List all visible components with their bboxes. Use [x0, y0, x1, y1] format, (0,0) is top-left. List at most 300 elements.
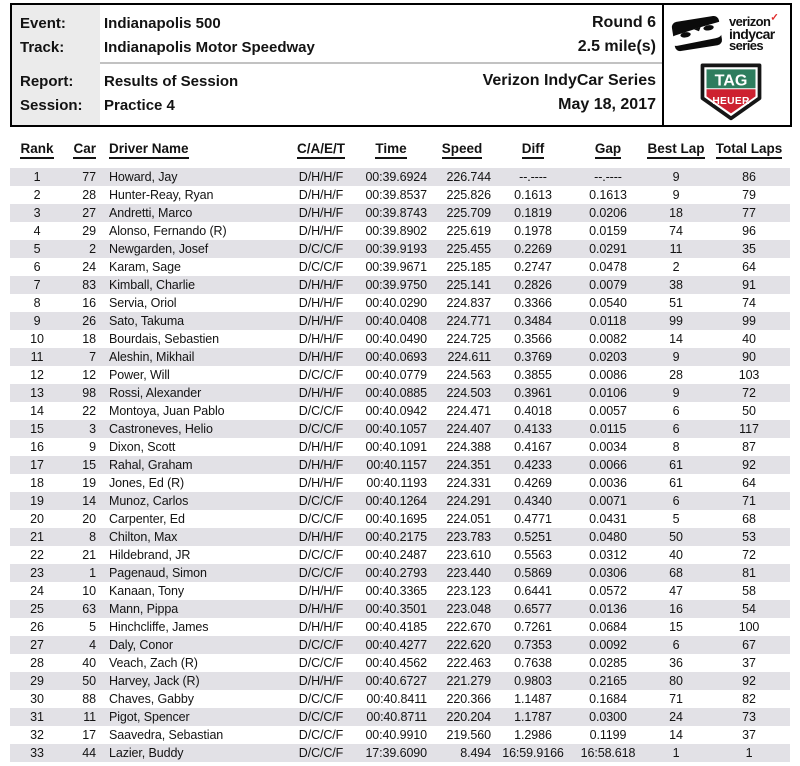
table-row [10, 312, 790, 330]
cell-driver-name: Pagenaud, Simon [109, 566, 207, 580]
column-header-caet: C/A/E/T [290, 138, 352, 168]
cell-rank: 20 [30, 512, 44, 526]
cell-time: 00:39.8902 [365, 224, 427, 238]
table-row [10, 294, 790, 312]
column-header-best-lap: Best Lap [644, 138, 708, 168]
cell-total-laps: 96 [742, 224, 756, 238]
table-row [10, 492, 790, 510]
cell-speed: 222.670 [446, 620, 491, 634]
cell-diff: 0.3961 [514, 386, 552, 400]
cell-total-laps: 86 [742, 170, 756, 184]
cell-gap: 0.0034 [589, 440, 627, 454]
column-header-gap: Gap [572, 138, 644, 168]
cell-gap: 0.0684 [589, 620, 627, 634]
cell-total-laps: 71 [742, 494, 756, 508]
cell-diff: 0.4269 [514, 476, 552, 490]
cell-best-lap: 61 [669, 458, 683, 472]
cell-driver-name: Dixon, Scott [109, 440, 176, 454]
table-row [10, 528, 790, 546]
cell-time: 00:39.8537 [365, 188, 427, 202]
cell-gap: 0.1684 [589, 692, 627, 706]
cell-best-lap: 9 [672, 170, 680, 184]
cell-total-laps: 64 [742, 476, 756, 490]
table-row [10, 582, 790, 600]
cell-car: 3 [89, 422, 96, 436]
table-row [10, 384, 790, 402]
cell-total-laps: 91 [742, 278, 756, 292]
cell-diff: 0.3855 [514, 368, 552, 382]
cell-gap: 0.0291 [589, 242, 627, 256]
column-header-time: Time [352, 138, 430, 168]
cell-time: 00:40.1193 [366, 476, 427, 490]
cell-car: 5 [89, 620, 96, 634]
cell-diff: 0.3484 [514, 314, 552, 328]
table-row [10, 474, 790, 492]
cell-caet: D/H/H/F [298, 440, 344, 454]
cell-speed: 224.471 [446, 404, 491, 418]
cell-car: 12 [82, 368, 96, 382]
cell-driver-name: Lazier, Buddy [109, 746, 184, 760]
cell-gap: 0.0572 [589, 584, 627, 598]
cell-car: 14 [82, 494, 96, 508]
cell-car: 2 [89, 242, 96, 256]
cell-speed: 224.611 [447, 350, 491, 364]
cell-caet: D/C/C/F [298, 746, 344, 760]
cell-rank: 1 [33, 170, 41, 184]
date-value: May 18, 2017 [558, 96, 656, 113]
cell-time: 00:40.0290 [365, 296, 427, 310]
cell-rank: 8 [33, 296, 41, 310]
cell-gap: 0.0082 [589, 332, 627, 346]
cell-total-laps: 73 [742, 710, 756, 724]
cell-speed: 222.620 [446, 638, 491, 652]
cell-diff: 0.4233 [514, 458, 552, 472]
cell-time: 00:40.1057 [365, 422, 427, 436]
tag-text: TAG [714, 71, 748, 90]
cell-diff: 0.4167 [514, 440, 552, 454]
cell-caet: D/C/C/F [298, 548, 344, 562]
cell-car: 63 [82, 602, 96, 616]
cell-rank: 22 [30, 548, 44, 562]
cell-caet: D/C/C/F [298, 494, 344, 508]
cell-time: 00:40.0490 [365, 332, 427, 346]
event-label: Event: [20, 14, 66, 32]
cell-caet: D/H/H/F [298, 674, 344, 688]
cell-time: 00:40.0885 [365, 386, 427, 400]
cell-driver-name: Rahal, Graham [109, 458, 193, 472]
cell-diff: 0.1613 [514, 188, 552, 202]
cell-rank: 16 [30, 440, 44, 454]
table-row [10, 366, 790, 384]
cell-driver-name: Newgarden, Josef [109, 242, 209, 256]
cell-car: 28 [82, 188, 96, 202]
cell-car: 8 [89, 530, 96, 544]
cell-diff: 0.7638 [514, 656, 552, 670]
cell-time: 17:39.6090 [365, 746, 427, 760]
cell-diff: 0.6577 [514, 602, 552, 616]
cell-diff: 16:59.9166 [502, 746, 564, 760]
cell-driver-name: Bourdais, Sebastien [109, 332, 219, 346]
cell-total-laps: 81 [742, 566, 756, 580]
table-row [10, 726, 790, 744]
cell-speed: 223.048 [446, 602, 491, 616]
column-header-speed: Speed [430, 138, 494, 168]
cell-total-laps: 92 [742, 458, 756, 472]
cell-rank: 25 [30, 602, 44, 616]
cell-rank: 13 [30, 386, 44, 400]
indycar-wordmark [729, 12, 779, 53]
cell-gap: 0.0079 [589, 278, 627, 292]
column-header-total-laps: Total Laps [708, 138, 790, 168]
cell-driver-name: Munoz, Carlos [109, 494, 189, 508]
cell-best-lap: 9 [672, 350, 680, 364]
cell-rank: 10 [30, 332, 44, 346]
cell-rank: 31 [30, 710, 44, 724]
cell-speed: 225.455 [446, 242, 491, 256]
cell-total-laps: 37 [742, 728, 756, 742]
cell-diff: 0.4340 [514, 494, 552, 508]
cell-gap: 0.0206 [589, 206, 627, 220]
verizon-word: verizon [729, 14, 771, 29]
cell-best-lap: 61 [669, 476, 683, 490]
cell-diff: 0.2747 [514, 260, 552, 274]
cell-best-lap: 40 [669, 548, 683, 562]
cell-car: 11 [83, 710, 96, 724]
cell-time: 00:40.6727 [365, 674, 427, 688]
table-row [10, 258, 790, 276]
cell-car: 24 [82, 260, 96, 274]
event-value: Indianapolis 500 [104, 14, 221, 32]
cell-total-laps: 87 [742, 440, 756, 454]
cell-best-lap: 38 [669, 278, 683, 292]
cell-diff: 0.2826 [514, 278, 552, 292]
cell-time: 00:40.0693 [365, 350, 427, 364]
event-row [20, 11, 656, 35]
cell-gap: 0.0086 [589, 368, 627, 382]
cell-driver-name: Montoya, Juan Pablo [109, 404, 225, 418]
cell-diff: 0.5869 [514, 566, 552, 580]
cell-time: 00:40.8711 [366, 710, 427, 724]
cell-gap: 16:58.618 [580, 746, 636, 760]
cell-diff: 0.9803 [514, 674, 552, 688]
cell-driver-name: Howard, Jay [109, 170, 178, 184]
cell-speed: 225.141 [446, 278, 491, 292]
cell-caet: D/H/H/F [298, 170, 344, 184]
cell-driver-name: Kimball, Charlie [109, 278, 195, 292]
cell-speed: 224.837 [446, 296, 491, 310]
cell-best-lap: 51 [669, 296, 683, 310]
cell-rank: 11 [30, 350, 44, 364]
cell-car: 40 [82, 656, 96, 670]
cell-gap: 0.1613 [589, 188, 627, 202]
cell-speed: 224.503 [446, 386, 491, 400]
cell-diff: 0.2269 [514, 242, 552, 256]
cell-driver-name: Castroneves, Helio [109, 422, 213, 436]
cell-car: 15 [82, 458, 96, 472]
cell-caet: D/H/H/F [298, 476, 344, 490]
cell-gap: 0.0300 [589, 710, 627, 724]
cell-car: 20 [82, 512, 96, 526]
cell-best-lap: 80 [669, 674, 683, 688]
cell-best-lap: 1 [672, 746, 680, 760]
cell-caet: D/H/H/F [298, 386, 344, 400]
header-row-divider [100, 62, 662, 64]
cell-rank: 15 [30, 422, 44, 436]
table-row [10, 330, 790, 348]
cell-speed: 224.331 [446, 476, 491, 490]
cell-gap: 0.0066 [589, 458, 627, 472]
cell-best-lap: 6 [672, 638, 680, 652]
cell-best-lap: 24 [669, 710, 683, 724]
cell-caet: D/H/H/F [298, 188, 344, 202]
cell-speed: 224.563 [446, 368, 491, 382]
cell-rank: 7 [33, 278, 41, 292]
cell-total-laps: 50 [742, 404, 756, 418]
cell-rank: 24 [30, 584, 44, 598]
cell-caet: D/C/C/F [298, 404, 344, 418]
cell-speed: 224.351 [446, 458, 491, 472]
table-row [10, 168, 790, 186]
cell-rank: 19 [30, 494, 44, 508]
cell-rank: 5 [33, 242, 41, 256]
cell-diff: 0.1978 [514, 224, 552, 238]
table-row [10, 222, 790, 240]
table-row [10, 402, 790, 420]
cell-driver-name: Carpenter, Ed [109, 512, 185, 526]
cell-rank: 21 [30, 530, 44, 544]
cell-gap: 0.0118 [589, 314, 627, 328]
table-row [10, 744, 790, 762]
cell-time: 00:40.2175 [365, 530, 427, 544]
cell-total-laps: 58 [742, 584, 756, 598]
cell-speed: 220.366 [446, 692, 491, 706]
cell-caet: D/H/H/F [298, 332, 344, 346]
cell-diff: 0.5563 [514, 548, 552, 562]
cell-rank: 26 [30, 620, 44, 634]
cell-time: 00:40.0942 [365, 404, 427, 418]
cell-speed: 224.771 [446, 314, 491, 328]
cell-car: 10 [82, 584, 96, 598]
cell-gap: 0.0203 [589, 350, 627, 364]
logo-area [664, 5, 792, 125]
cell-car: 29 [82, 224, 96, 238]
cell-gap: 0.0057 [589, 404, 627, 418]
cell-rank: 33 [30, 746, 44, 760]
cell-speed: 224.291 [446, 494, 491, 508]
cell-caet: D/H/H/F [298, 458, 344, 472]
track-label: Track: [20, 38, 65, 56]
cell-caet: D/H/H/F [298, 602, 344, 616]
table-row [10, 420, 790, 438]
indycar-car-icon [668, 14, 726, 54]
column-header-car: Car [64, 138, 100, 168]
cell-car: 98 [82, 386, 96, 400]
cell-car: 9 [89, 440, 96, 454]
cell-rank: 9 [33, 314, 41, 328]
cell-total-laps: 64 [742, 260, 756, 274]
cell-gap: 0.0115 [589, 422, 627, 436]
cell-rank: 6 [33, 260, 41, 274]
cell-driver-name: Chilton, Max [109, 530, 178, 544]
cell-best-lap: 28 [669, 368, 683, 382]
cell-time: 00:40.1695 [365, 512, 427, 526]
cell-driver-name: Hildebrand, JR [109, 548, 191, 562]
cell-time: 00:39.9193 [365, 242, 427, 256]
cell-driver-name: Saavedra, Sebastian [109, 728, 224, 742]
cell-time: 00:40.2487 [365, 548, 427, 562]
cell-diff: 0.3366 [514, 296, 552, 310]
tag-heuer-logo [700, 60, 762, 124]
table-header-row [10, 138, 790, 168]
cell-driver-name: Sato, Takuma [109, 314, 185, 328]
cell-best-lap: 9 [672, 386, 680, 400]
cell-time: 00:39.6924 [365, 170, 427, 184]
cell-driver-name: Mann, Pippa [109, 602, 179, 616]
cell-best-lap: 68 [669, 566, 683, 580]
cell-diff: 0.4771 [514, 512, 552, 526]
cell-best-lap: 14 [669, 728, 683, 742]
cell-diff: 0.6441 [514, 584, 552, 598]
cell-total-laps: 90 [742, 350, 756, 364]
table-row [10, 348, 790, 366]
cell-best-lap: 71 [669, 692, 683, 706]
cell-best-lap: 6 [672, 494, 680, 508]
cell-car: 22 [82, 404, 96, 418]
cell-rank: 32 [30, 728, 44, 742]
cell-driver-name: Aleshin, Mikhail [109, 350, 195, 364]
report-row [20, 69, 656, 93]
cell-driver-name: Power, Will [109, 368, 170, 382]
cell-total-laps: 103 [738, 368, 760, 382]
cell-gap: 0.0285 [589, 656, 627, 670]
table-row [10, 276, 790, 294]
report-value: Results of Session [104, 72, 239, 90]
cell-total-laps: 35 [742, 242, 756, 256]
results-table [10, 138, 790, 762]
round-value: Round 6 [592, 14, 656, 31]
cell-rank: 29 [30, 674, 44, 688]
cell-driver-name: Andretti, Marco [109, 206, 193, 220]
cell-time: 00:40.2793 [365, 566, 427, 580]
cell-gap: 0.0071 [589, 494, 627, 508]
table-row [10, 564, 790, 582]
cell-time: 00:40.3365 [365, 584, 427, 598]
cell-speed: 8.494 [460, 746, 491, 760]
cell-speed: 223.440 [446, 566, 491, 580]
cell-total-laps: 99 [742, 314, 756, 328]
cell-driver-name: Hinchcliffe, James [109, 620, 209, 634]
heuer-text: HEUER [712, 95, 750, 107]
verizon-check-icon: ✓ [770, 12, 779, 24]
cell-total-laps: 77 [742, 206, 756, 220]
cell-speed: 219.560 [446, 728, 491, 742]
cell-caet: D/H/H/F [298, 314, 344, 328]
cell-total-laps: 72 [742, 386, 756, 400]
cell-caet: D/C/C/F [298, 656, 344, 670]
cell-caet: D/C/C/F [298, 728, 344, 742]
cell-speed: 226.744 [446, 170, 491, 184]
session-info-header [10, 3, 792, 127]
cell-diff: 0.1819 [514, 206, 552, 220]
cell-caet: D/C/C/F [298, 242, 344, 256]
cell-best-lap: 11 [669, 242, 683, 256]
cell-car: 18 [82, 332, 96, 346]
cell-speed: 224.725 [446, 332, 491, 346]
table-row [10, 186, 790, 204]
cell-time: 00:40.4185 [365, 620, 427, 634]
cell-speed: 221.279 [446, 674, 491, 688]
cell-best-lap: 6 [672, 422, 680, 436]
cell-car: 1 [89, 566, 96, 580]
cell-total-laps: 72 [742, 548, 756, 562]
session-label: Session: [20, 96, 83, 114]
cell-speed: 224.388 [446, 440, 491, 454]
cell-speed: 225.619 [446, 224, 491, 238]
cell-driver-name: Servia, Oriol [109, 296, 177, 310]
cell-car: 26 [82, 314, 96, 328]
cell-rank: 23 [30, 566, 44, 580]
cell-total-laps: 67 [742, 638, 756, 652]
cell-diff: 0.3769 [514, 350, 552, 364]
cell-time: 00:40.0779 [365, 368, 427, 382]
cell-driver-name: Rossi, Alexander [109, 386, 202, 400]
cell-gap: 0.0480 [589, 530, 627, 544]
series-value: Verizon IndyCar Series [482, 72, 656, 89]
cell-driver-name: Karam, Sage [109, 260, 181, 274]
cell-gap: 0.0306 [589, 566, 627, 580]
cell-speed: 223.123 [446, 584, 491, 598]
track-length-value: 2.5 mile(s) [577, 38, 656, 55]
table-row [10, 438, 790, 456]
cell-speed: 225.185 [446, 260, 491, 274]
indycar-series-logo [668, 14, 778, 54]
table-row [10, 672, 790, 690]
cell-rank: 3 [33, 206, 41, 220]
table-row [10, 240, 790, 258]
cell-car: 19 [82, 476, 96, 490]
cell-caet: D/H/H/F [298, 278, 344, 292]
cell-driver-name: Alonso, Fernando (R) [109, 224, 227, 238]
cell-total-laps: 82 [742, 692, 756, 706]
cell-gap: 0.1199 [589, 728, 627, 742]
cell-gap: --.---- [594, 170, 622, 184]
cell-total-laps: 53 [742, 530, 756, 544]
cell-car: 50 [82, 674, 96, 688]
cell-caet: D/C/C/F [298, 710, 344, 724]
cell-gap: 0.0312 [589, 548, 627, 562]
results-table-body [10, 168, 790, 762]
cell-best-lap: 36 [669, 656, 683, 670]
cell-total-laps: 79 [742, 188, 756, 202]
cell-driver-name: Harvey, Jack (R) [109, 674, 200, 688]
cell-caet: D/C/C/F [298, 638, 344, 652]
cell-gap: 0.0431 [589, 512, 627, 526]
cell-time: 00:40.4562 [365, 656, 427, 670]
cell-caet: D/C/C/F [298, 692, 344, 706]
cell-speed: 223.610 [446, 548, 491, 562]
column-header-driver: Driver Name [100, 138, 290, 168]
session-row [20, 93, 656, 117]
table-row [10, 636, 790, 654]
cell-driver-name: Daly, Conor [109, 638, 173, 652]
cell-time: 00:40.1157 [366, 458, 427, 472]
cell-diff: 0.5251 [514, 530, 552, 544]
cell-speed: 224.051 [446, 512, 491, 526]
cell-car: 17 [82, 728, 96, 742]
cell-car: 27 [82, 206, 96, 220]
cell-diff: 0.7353 [514, 638, 552, 652]
cell-diff: 1.1787 [514, 710, 552, 724]
